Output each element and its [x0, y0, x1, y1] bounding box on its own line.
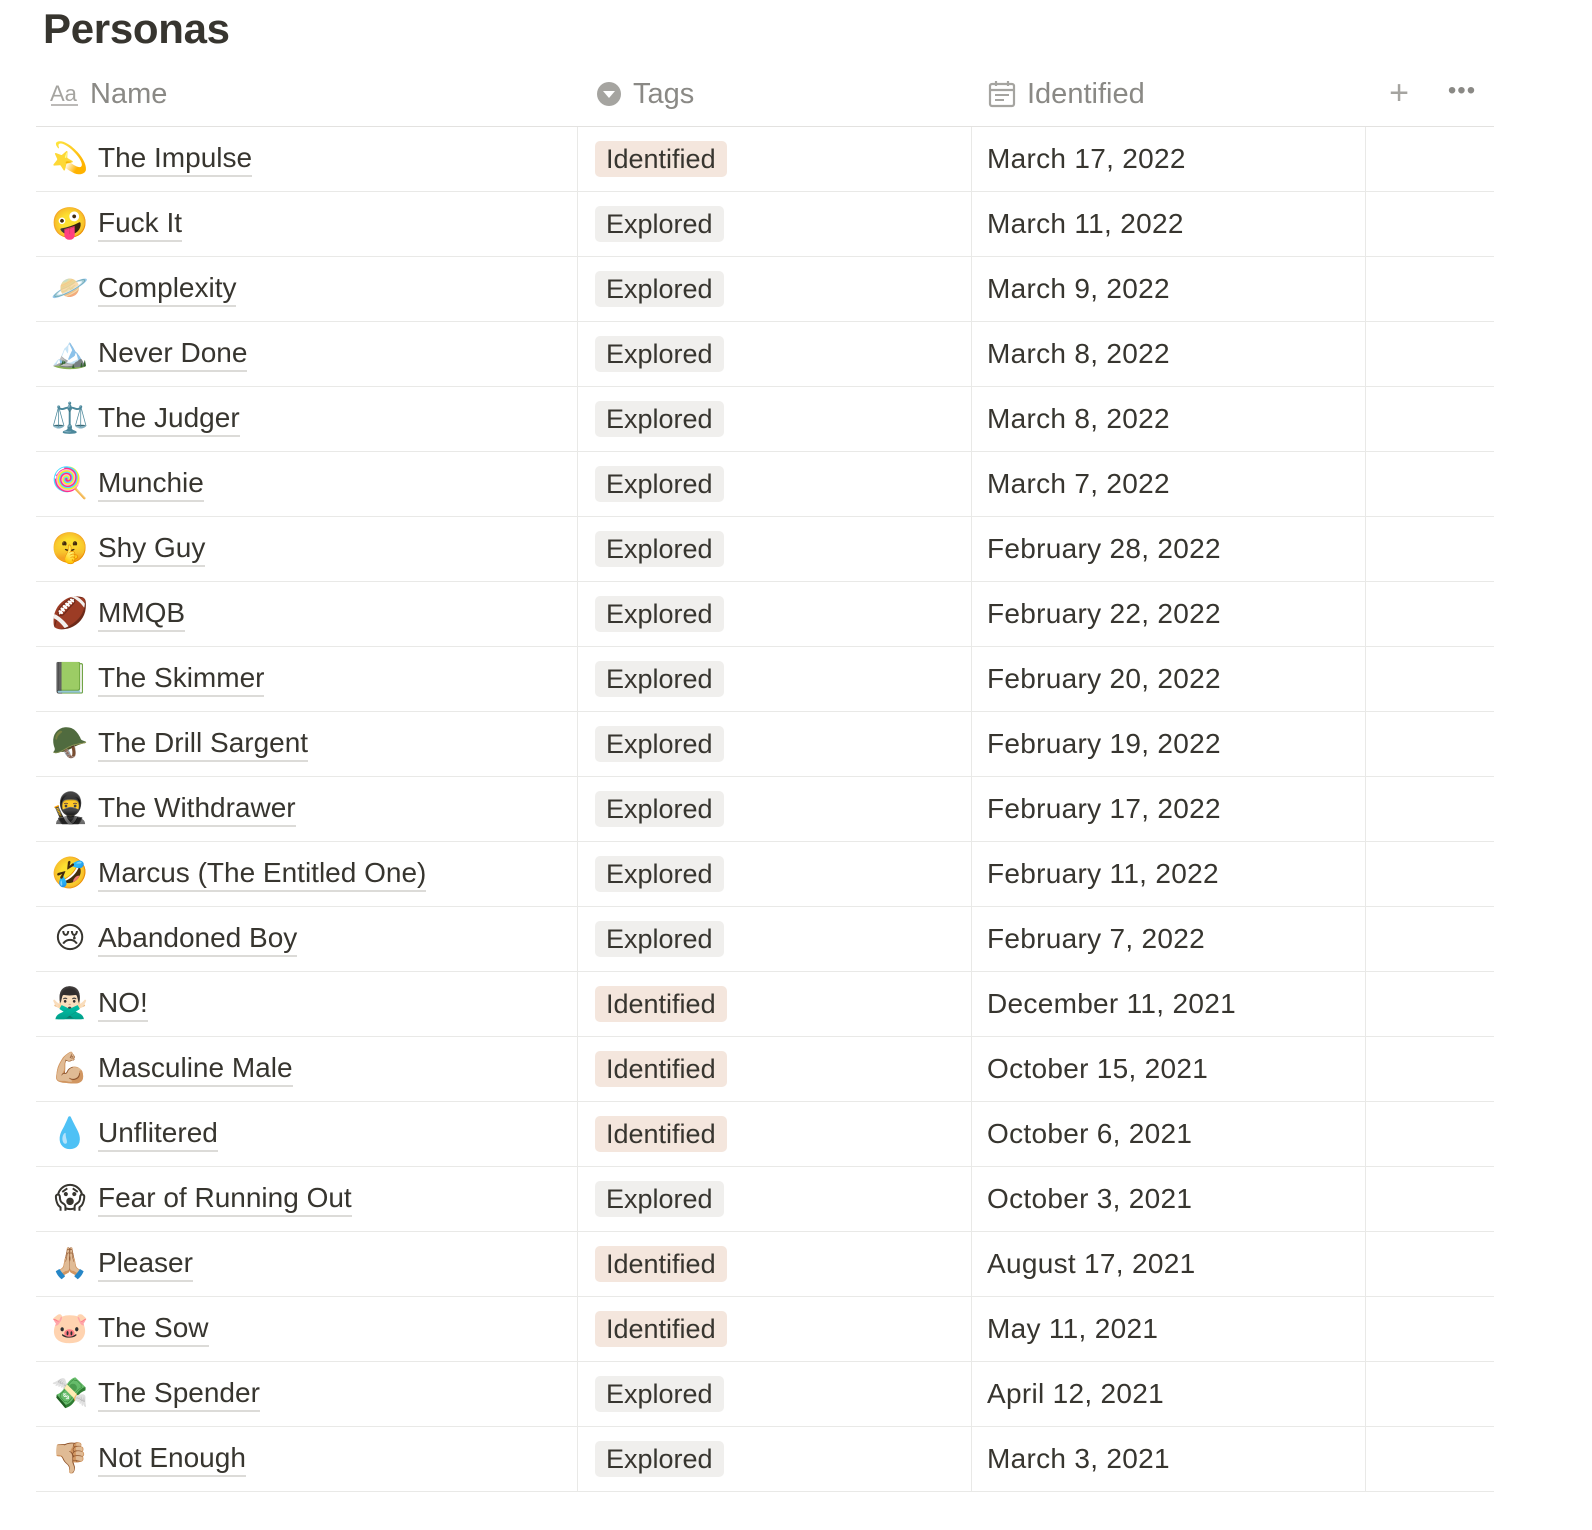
dizzy-icon: 💫	[51, 141, 89, 176]
identified-date-cell[interactable]	[987, 387, 1170, 451]
identified-date: March 17, 2022	[987, 143, 1186, 174]
no-gesture-man-icon: 🙅🏻‍♂️	[51, 986, 89, 1021]
rolling-laughing-icon: 🤣	[51, 856, 89, 891]
identified-date: February 19, 2022	[987, 728, 1221, 759]
crying-face-icon: 😢	[54, 921, 86, 956]
tags-cell[interactable]	[595, 1037, 727, 1101]
tag-badge: Explored	[595, 921, 724, 957]
column-divider	[1365, 582, 1366, 646]
persona-name-link[interactable]: The Judger	[98, 402, 240, 437]
column-divider	[577, 1427, 578, 1491]
select-circle-icon	[595, 80, 623, 108]
text-type-icon	[50, 81, 80, 107]
column-divider	[1365, 1297, 1366, 1361]
column-divider	[577, 387, 578, 451]
table-row[interactable]	[36, 972, 1494, 1037]
balance-scale-icon: ⚖️	[51, 401, 89, 436]
column-divider	[577, 257, 578, 321]
tag-badge: Identified	[595, 1051, 727, 1087]
tag-badge: Identified	[595, 1116, 727, 1152]
column-divider	[971, 1232, 972, 1296]
column-divider	[971, 582, 972, 646]
name-cell[interactable]	[50, 1232, 193, 1296]
column-divider	[577, 192, 578, 256]
column-divider	[1365, 1167, 1366, 1231]
persona-name-link[interactable]: The Spender	[98, 1377, 260, 1412]
identified-date-cell[interactable]	[987, 582, 1221, 646]
identified-date: October 3, 2021	[987, 1183, 1193, 1214]
identified-date-cell[interactable]	[987, 517, 1221, 581]
ninja-icon: 🥷	[51, 791, 89, 826]
column-divider	[577, 907, 578, 971]
tag-badge: Identified	[595, 986, 727, 1022]
column-divider	[1365, 972, 1366, 1036]
column-divider	[1365, 647, 1366, 711]
column-divider	[971, 1102, 972, 1166]
identified-date-cell[interactable]	[987, 452, 1170, 516]
tags-cell[interactable]	[595, 1362, 724, 1426]
tags-cell[interactable]	[595, 647, 724, 711]
name-cell[interactable]	[50, 712, 308, 776]
identified-date: October 6, 2021	[987, 1118, 1193, 1149]
folded-hands-icon: 🙏🏼	[51, 1246, 89, 1281]
pig-face-icon: 🐷	[51, 1311, 89, 1346]
column-divider	[971, 127, 972, 191]
identified-date: February 20, 2022	[987, 663, 1221, 694]
column-divider	[971, 322, 972, 386]
tags-cell[interactable]	[595, 322, 724, 386]
name-cell[interactable]	[50, 387, 240, 451]
column-divider	[1365, 907, 1366, 971]
column-divider	[971, 1037, 972, 1101]
tags-cell[interactable]	[595, 452, 724, 516]
table-row[interactable]	[36, 127, 1494, 192]
page-title[interactable]: Personas	[43, 5, 230, 52]
tag-badge: Identified	[595, 141, 727, 177]
identified-date: December 11, 2021	[987, 988, 1236, 1019]
tag-badge: Explored	[595, 726, 724, 762]
column-divider	[577, 1232, 578, 1296]
personas-table	[36, 62, 1494, 1492]
tags-cell[interactable]	[595, 1232, 727, 1296]
persona-name-link[interactable]: The Withdrawer	[98, 792, 296, 827]
identified-date: March 3, 2021	[987, 1443, 1170, 1474]
table-body	[36, 127, 1494, 1492]
tag-badge: Explored	[595, 206, 724, 242]
tag-badge: Explored	[595, 1376, 724, 1412]
column-divider	[1365, 1232, 1366, 1296]
lollipop-icon: 🍭	[51, 466, 89, 501]
identified-date: February 28, 2022	[987, 533, 1221, 564]
table-row[interactable]	[36, 1362, 1494, 1427]
identified-date: May 11, 2021	[987, 1313, 1159, 1344]
tag-badge: Explored	[595, 466, 724, 502]
persona-name-link[interactable]: The Impulse	[98, 142, 252, 177]
tag-badge: Explored	[595, 661, 724, 697]
identified-date: March 7, 2022	[987, 468, 1170, 499]
column-divider	[971, 647, 972, 711]
persona-name-link[interactable]: The Drill Sargent	[98, 727, 308, 762]
name-cell[interactable]	[50, 1427, 246, 1491]
persona-name-link[interactable]: Not Enough	[98, 1442, 246, 1477]
identified-date: April 12, 2021	[987, 1378, 1164, 1409]
money-wings-icon: 💸	[51, 1376, 89, 1411]
calendar-icon	[987, 79, 1017, 109]
ringed-planet-icon: 🪐	[51, 271, 89, 306]
svg-text:Aa: Aa	[50, 81, 77, 106]
football-icon: 🏈	[51, 596, 89, 631]
tag-badge: Explored	[595, 596, 724, 632]
column-divider	[971, 452, 972, 516]
column-divider	[971, 517, 972, 581]
column-divider	[1365, 257, 1366, 321]
table-row[interactable]	[36, 517, 1494, 582]
identified-date-cell[interactable]	[987, 842, 1219, 906]
name-cell[interactable]	[50, 1102, 218, 1166]
column-divider	[1365, 1037, 1366, 1101]
table-row[interactable]	[36, 322, 1494, 387]
column-divider	[971, 972, 972, 1036]
name-cell[interactable]	[50, 127, 252, 191]
column-divider	[971, 1297, 972, 1361]
column-header-tags-label: Tags	[633, 77, 695, 110]
tag-badge: Explored	[595, 1181, 724, 1217]
tags-cell[interactable]	[595, 907, 724, 971]
column-divider	[577, 1362, 578, 1426]
column-divider	[971, 1167, 972, 1231]
name-cell[interactable]	[50, 1167, 352, 1231]
name-cell[interactable]	[50, 517, 205, 581]
droplet-icon: 💧	[51, 1116, 89, 1151]
more-options-button[interactable]	[1444, 78, 1480, 108]
identified-date: October 15, 2021	[987, 1053, 1209, 1084]
zany-face-icon: 🤪	[51, 206, 89, 241]
tag-badge: Explored	[595, 271, 724, 307]
column-divider	[1365, 842, 1366, 906]
green-book-icon: 📗	[51, 661, 89, 696]
column-divider	[971, 777, 972, 841]
column-divider	[971, 712, 972, 776]
table-header	[36, 62, 1494, 127]
column-divider	[577, 322, 578, 386]
identified-date: March 8, 2022	[987, 338, 1170, 369]
table-row[interactable]	[36, 452, 1494, 517]
table-row[interactable]	[36, 1037, 1494, 1102]
name-cell[interactable]	[50, 582, 185, 646]
screaming-face-icon: 😱	[54, 1181, 86, 1216]
column-header-tags[interactable]	[595, 62, 694, 126]
persona-name-link[interactable]: Complexity	[98, 272, 236, 307]
name-cell[interactable]	[50, 192, 182, 256]
tags-cell[interactable]	[595, 777, 724, 841]
identified-date: March 8, 2022	[987, 403, 1170, 434]
column-divider	[577, 1102, 578, 1166]
identified-date: February 7, 2022	[987, 923, 1206, 954]
column-divider	[1365, 1362, 1366, 1426]
column-divider	[971, 192, 972, 256]
name-cell[interactable]	[50, 647, 264, 711]
name-cell[interactable]	[50, 322, 247, 386]
identified-date-cell[interactable]	[987, 127, 1186, 191]
identified-date-cell[interactable]	[987, 257, 1170, 321]
flexed-biceps-icon: 💪🏼	[51, 1051, 89, 1086]
persona-name-link[interactable]: The Sow	[98, 1312, 209, 1347]
column-divider	[971, 257, 972, 321]
tag-badge: Explored	[595, 336, 724, 372]
column-divider	[971, 842, 972, 906]
column-divider	[1365, 1427, 1366, 1491]
column-divider	[1365, 452, 1366, 516]
tag-badge: Explored	[595, 791, 724, 827]
tags-cell[interactable]	[595, 712, 724, 776]
tags-cell[interactable]	[595, 387, 724, 451]
identified-date-cell[interactable]	[987, 972, 1236, 1036]
identified-date-cell[interactable]	[987, 712, 1221, 776]
mountain-icon: 🏔️	[51, 336, 89, 371]
identified-date-cell[interactable]	[987, 647, 1221, 711]
name-cell[interactable]	[50, 842, 426, 906]
identified-date-cell[interactable]	[987, 322, 1170, 386]
tags-cell[interactable]	[595, 192, 724, 256]
name-cell[interactable]	[50, 1037, 293, 1101]
column-divider	[971, 1427, 972, 1491]
more-dots-icon: •••	[1447, 77, 1477, 104]
table-row[interactable]	[36, 907, 1494, 972]
identified-date: March 11, 2022	[987, 208, 1184, 239]
table-row[interactable]	[36, 1427, 1494, 1492]
identified-date-cell[interactable]	[987, 1427, 1170, 1491]
persona-name-link[interactable]: Never Done	[98, 337, 247, 372]
column-header-identified-label: Identified	[1027, 77, 1145, 110]
identified-date-cell[interactable]	[987, 1362, 1164, 1426]
shushing-face-icon: 🤫	[51, 531, 89, 566]
military-helmet-icon: 🪖	[51, 726, 89, 761]
add-property-button[interactable]	[1384, 74, 1414, 112]
column-divider	[577, 972, 578, 1036]
column-divider	[577, 1297, 578, 1361]
column-header-name[interactable]	[50, 62, 167, 126]
tags-cell[interactable]	[595, 1167, 724, 1231]
name-cell[interactable]	[50, 257, 236, 321]
column-divider	[1365, 322, 1366, 386]
identified-date-cell[interactable]	[987, 777, 1221, 841]
column-divider	[1365, 712, 1366, 776]
tags-cell[interactable]	[595, 842, 724, 906]
column-divider	[577, 712, 578, 776]
column-header-name-label: Name	[90, 77, 168, 110]
column-divider	[577, 1037, 578, 1101]
persona-name-link[interactable]: The Skimmer	[98, 662, 264, 697]
persona-name-link[interactable]: Fuck It	[98, 207, 182, 242]
column-divider	[1365, 127, 1366, 191]
tags-cell[interactable]	[595, 1427, 724, 1491]
column-divider	[577, 127, 578, 191]
column-divider	[1365, 192, 1366, 256]
identified-date: March 9, 2022	[987, 273, 1170, 304]
table-row[interactable]	[36, 647, 1494, 712]
table-row[interactable]	[36, 257, 1494, 322]
table-row[interactable]	[36, 192, 1494, 257]
table-row[interactable]	[36, 1102, 1494, 1167]
tag-badge: Explored	[595, 856, 724, 892]
identified-date: August 17, 2021	[987, 1248, 1196, 1279]
tags-cell[interactable]	[595, 582, 724, 646]
identified-date-cell[interactable]	[987, 1297, 1158, 1361]
column-divider	[1365, 1102, 1366, 1166]
persona-name-link[interactable]: Pleaser	[98, 1247, 193, 1282]
name-cell[interactable]	[50, 777, 296, 841]
column-divider	[1365, 517, 1366, 581]
tags-cell[interactable]	[595, 1297, 727, 1361]
identified-date-cell[interactable]	[987, 907, 1205, 971]
name-cell[interactable]	[50, 907, 297, 971]
column-divider	[577, 1167, 578, 1231]
table-row[interactable]	[36, 387, 1494, 452]
thumbs-down-icon: 👎🏼	[51, 1441, 89, 1476]
column-divider	[971, 387, 972, 451]
table-row[interactable]	[36, 1297, 1494, 1362]
tag-badge: Explored	[595, 531, 724, 567]
column-divider	[971, 1362, 972, 1426]
column-divider	[1365, 387, 1366, 451]
tag-badge: Identified	[595, 1311, 727, 1347]
identified-date-cell[interactable]	[987, 1232, 1195, 1296]
identified-date-cell[interactable]	[987, 192, 1184, 256]
persona-name-link[interactable]: Masculine Male	[98, 1052, 293, 1087]
identified-date: February 22, 2022	[987, 598, 1221, 629]
column-divider	[971, 907, 972, 971]
table-row[interactable]	[36, 712, 1494, 777]
tag-badge: Explored	[595, 1441, 724, 1477]
table-row[interactable]	[36, 1232, 1494, 1297]
persona-name-link[interactable]: Munchie	[98, 467, 204, 502]
persona-name-link[interactable]: Unflitered	[98, 1117, 218, 1152]
name-cell[interactable]	[50, 1362, 260, 1426]
tags-cell[interactable]	[595, 1102, 727, 1166]
tags-cell[interactable]	[595, 127, 727, 191]
column-divider	[577, 647, 578, 711]
table-row[interactable]	[36, 777, 1494, 842]
column-divider	[577, 777, 578, 841]
column-divider	[1365, 777, 1366, 841]
identified-date-cell[interactable]	[987, 1037, 1208, 1101]
persona-name-link[interactable]: Fear of Running Out	[98, 1182, 352, 1217]
persona-name-link[interactable]: Marcus (The Entitled One)	[98, 857, 426, 892]
persona-name-link[interactable]: MMQB	[98, 597, 185, 632]
persona-name-link[interactable]: Abandoned Boy	[98, 922, 297, 957]
tags-cell[interactable]	[595, 517, 724, 581]
persona-name-link[interactable]: NO!	[98, 987, 148, 1022]
identified-date-cell[interactable]	[987, 1167, 1192, 1231]
identified-date: February 17, 2022	[987, 793, 1221, 824]
name-cell[interactable]	[50, 452, 204, 516]
column-divider	[577, 517, 578, 581]
name-cell[interactable]	[50, 972, 148, 1036]
table-row[interactable]	[36, 582, 1494, 647]
tags-cell[interactable]	[595, 257, 724, 321]
table-row[interactable]	[36, 842, 1494, 907]
tag-badge: Identified	[595, 1246, 727, 1282]
plus-icon: +	[1389, 74, 1409, 112]
column-divider	[577, 582, 578, 646]
identified-date-cell[interactable]	[987, 1102, 1192, 1166]
identified-date: February 11, 2022	[987, 858, 1219, 889]
name-cell[interactable]	[50, 1297, 209, 1361]
table-row[interactable]	[36, 1167, 1494, 1232]
column-divider	[577, 842, 578, 906]
column-divider	[577, 452, 578, 516]
column-header-identified[interactable]	[987, 62, 1145, 126]
persona-name-link[interactable]: Shy Guy	[98, 532, 205, 567]
tags-cell[interactable]	[595, 972, 727, 1036]
tag-badge: Explored	[595, 401, 724, 437]
